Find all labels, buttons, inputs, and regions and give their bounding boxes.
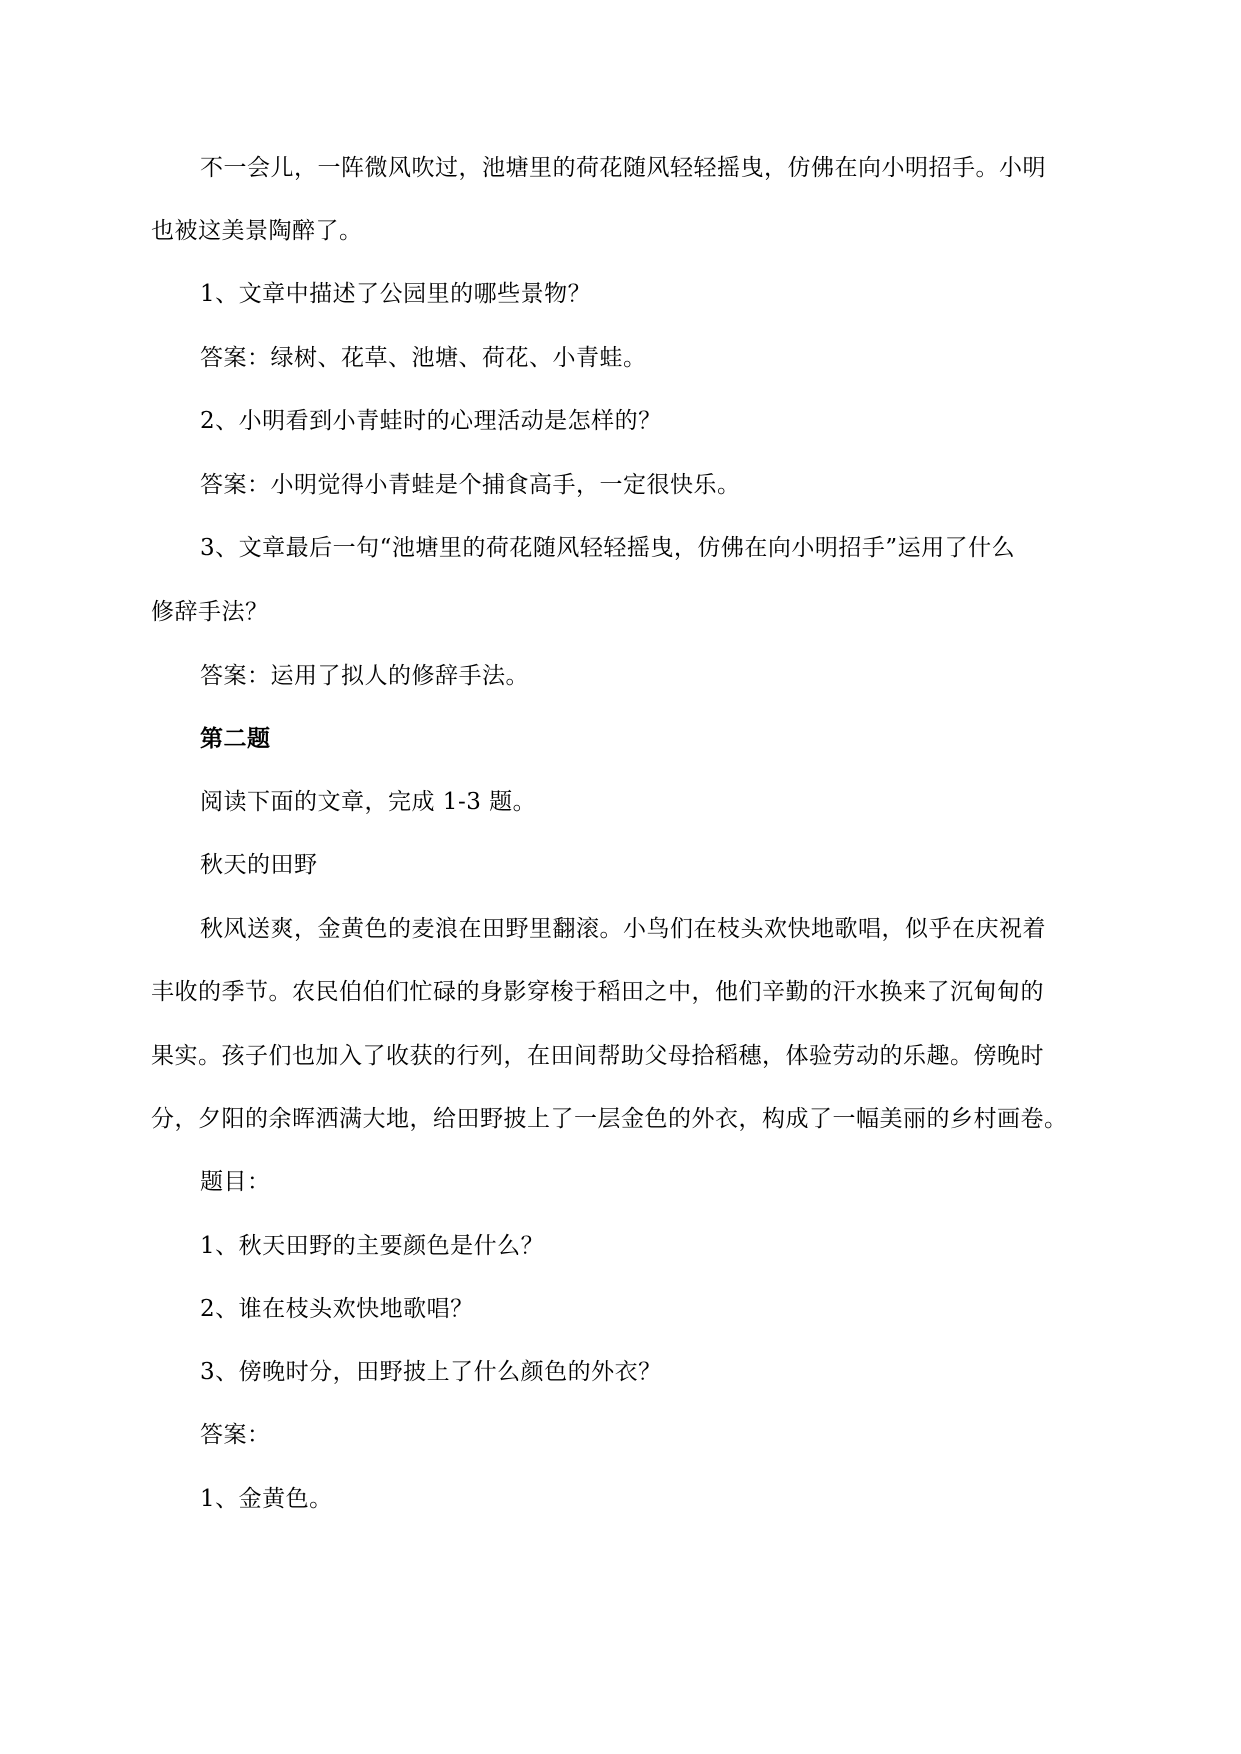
article-title: 秋天的田野 (200, 852, 318, 878)
paragraph-line: 也被这美景陶醉了。 (151, 218, 363, 244)
answer-1: 1、金黄色。 (200, 1486, 333, 1512)
article-paragraph-line: 秋风送爽，金黄色的麦浪在田野里翻滚。小鸟们在枝头欢快地歌唱，似乎在庆祝着 (200, 916, 1046, 942)
instruction-text: 阅读下面的文章，完成 1-3 题。 (200, 789, 537, 815)
question-3: 3、文章最后一句“池塘里的荷花随风轻轻摇曳，仿佛在向小明招手”运用了什么 (200, 535, 1016, 561)
questions-heading: 题目： (200, 1169, 271, 1195)
question-2: 2、小明看到小青蛙时的心理活动是怎样的？ (200, 408, 662, 434)
paragraph-line: 不一会儿，一阵微风吹过，池塘里的荷花随风轻轻摇曳，仿佛在向小明招手。小明 (200, 155, 1046, 181)
answer-3: 答案：运用了拟人的修辞手法。 (200, 663, 529, 689)
question-3-continued: 修辞手法？ (151, 599, 269, 625)
question-1: 1、文章中描述了公园里的哪些景物？ (200, 281, 592, 307)
answer-1: 答案：绿树、花草、池塘、荷花、小青蛙。 (200, 345, 647, 371)
section-heading: 第二题 (200, 725, 271, 752)
article-paragraph-line: 分，夕阳的余晖洒满大地，给田野披上了一层金色的外衣，构成了一幅美丽的乡村画卷。 (151, 1106, 1068, 1132)
question-3: 3、傍晚时分，田野披上了什么颜色的外衣？ (200, 1359, 662, 1385)
question-1: 1、秋天田野的主要颜色是什么？ (200, 1233, 545, 1259)
answers-heading: 答案： (200, 1422, 271, 1448)
question-2: 2、谁在枝头欢快地歌唱？ (200, 1296, 474, 1322)
article-paragraph-line: 果实。孩子们也加入了收获的行列，在田间帮助父母拾稻穗，体验劳动的乐趣。傍晚时 (151, 1043, 1044, 1069)
answer-2: 答案：小明觉得小青蛙是个捕食高手，一定很快乐。 (200, 472, 741, 498)
article-paragraph-line: 丰收的季节。农民伯伯们忙碌的身影穿梭于稻田之中，他们辛勤的汗水换来了沉甸甸的 (151, 979, 1044, 1005)
